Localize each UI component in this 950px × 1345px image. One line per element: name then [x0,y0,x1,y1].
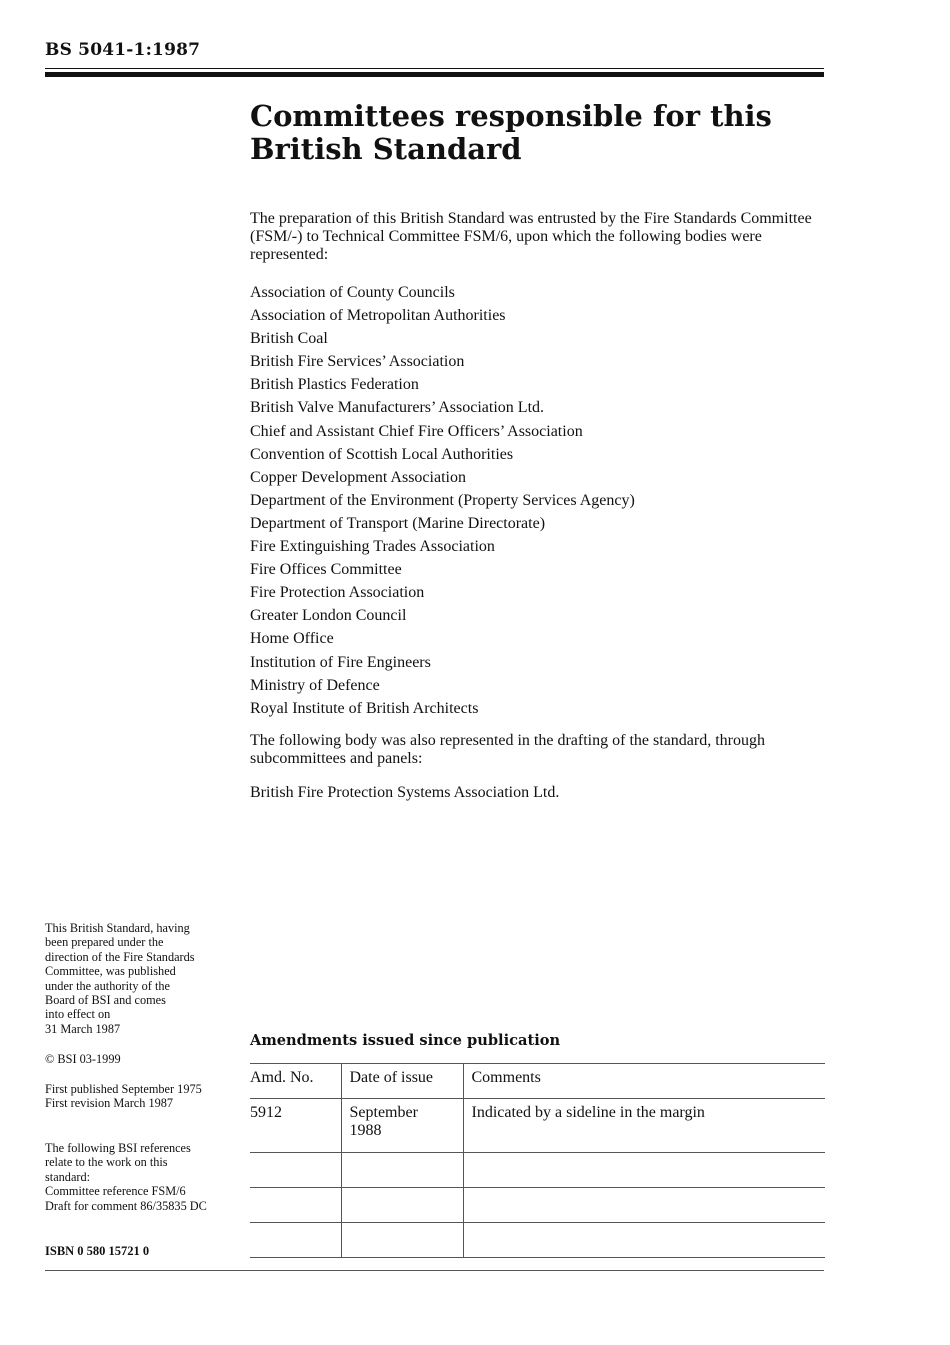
list-item: Fire Offices Committee [250,561,402,579]
reference-line: relate to the work on this [45,1155,168,1170]
publication-note-line: Committee, was published [45,964,176,979]
empty-cell [250,1153,341,1188]
publication-note [45,921,240,1036]
reference-line: The following BSI references [45,1141,191,1155]
subcommittee-body: British Fire Protection Systems Association Ltd. [250,784,560,801]
list-item: Department of Transport (Marine Directorate) [250,514,546,532]
list-item: British Plastics Federation [250,376,419,394]
header-rule-thin [45,68,824,69]
amendments-heading: Amendments issued since publication [250,1032,561,1049]
publication-note-line: into effect on [45,1007,111,1022]
reference-line: Committee reference FSM/6 [45,1184,186,1199]
represented-bodies-list [250,281,635,720]
header-rule-thick [45,72,824,77]
publication-note-line: This British Standard, having [45,921,190,935]
publication-note-line: been prepared under the [45,935,164,950]
list-item: Greater London Council [250,607,407,625]
document-id: BS 5041-1:1987 [45,40,201,60]
history-line: First published September 1975 [45,1082,202,1096]
empty-cell [341,1153,463,1188]
footer-rule [45,1270,824,1271]
column-header-date: Date of issue [341,1064,463,1099]
list-item: Convention of Scottish Local Authorities [250,445,514,463]
publication-note-line: 31 March 1987 [45,1021,121,1036]
date-line: September [349,1104,418,1121]
list-item: Ministry of Defence [250,676,380,694]
comments-cell: Indicated by a sideline in the margin [463,1099,825,1153]
history-line: First revision March 1987 [45,1096,174,1111]
date-line: 1988 [349,1122,382,1139]
table-row [250,1099,825,1153]
list-item: British Fire Services’ Association [250,353,465,371]
publication-note-line: direction of the Fire Standards [45,949,195,964]
list-item: Home Office [250,630,334,648]
list-item: Fire Protection Association [250,584,425,602]
table-header-row [250,1064,825,1099]
empty-cell [463,1188,825,1223]
title-line-2: British Standard [250,132,522,166]
empty-cell [341,1223,463,1258]
copyright-notice: © BSI 03-1999 [45,1052,121,1066]
list-item: Fire Extinguishing Trades Association [250,538,495,556]
table-row [250,1188,825,1223]
empty-cell [250,1188,341,1223]
empty-cell [250,1223,341,1258]
list-item: Department of the Environment (Property Services Agency) [250,491,635,509]
empty-cell [341,1188,463,1223]
column-header-comments: Comments [463,1064,825,1099]
list-item: Association of Metropolitan Authorities [250,307,506,325]
list-item: Chief and Assistant Chief Fire Officers’ Association [250,422,583,440]
list-item: Royal Institute of British Architects [250,699,479,717]
date-cell [341,1099,463,1153]
page-title [250,100,810,166]
empty-cell [463,1223,825,1258]
empty-cell [463,1153,825,1188]
column-header-amd-no: Amd. No. [250,1064,341,1099]
list-item: Association of County Councils [250,284,455,301]
reference-line: standard: [45,1169,91,1184]
list-item: British Valve Manufacturers’ Association Ltd. [250,399,545,417]
reference-line: Draft for comment 86/35835 DC [45,1198,207,1213]
amendments-table [250,1063,825,1258]
list-item: Institution of Fire Engineers [250,653,431,671]
publication-note-line: Board of BSI and comes [45,993,166,1008]
list-item: Copper Development Association [250,468,466,486]
list-item: British Coal [250,330,328,348]
bsi-references [45,1141,240,1213]
amd-no-cell: 5912 [250,1099,341,1153]
subcommittee-paragraph: The following body was also represented in the drafting of the standard, through subcommittees and panels: [250,732,765,767]
table-row [250,1153,825,1188]
table-row [250,1223,825,1258]
isbn: ISBN 0 580 15721 0 [45,1244,150,1258]
intro-paragraph: The preparation of this British Standard was entrusted by the Fire Standards Committee (FSM/-) to Technical Committee FSM/6, upon which the following bodies were represented: [250,210,812,263]
publication-note-line: under the authority of the [45,978,170,993]
publication-history [45,1082,240,1111]
title-line-1: Committees responsible for this [250,99,772,133]
